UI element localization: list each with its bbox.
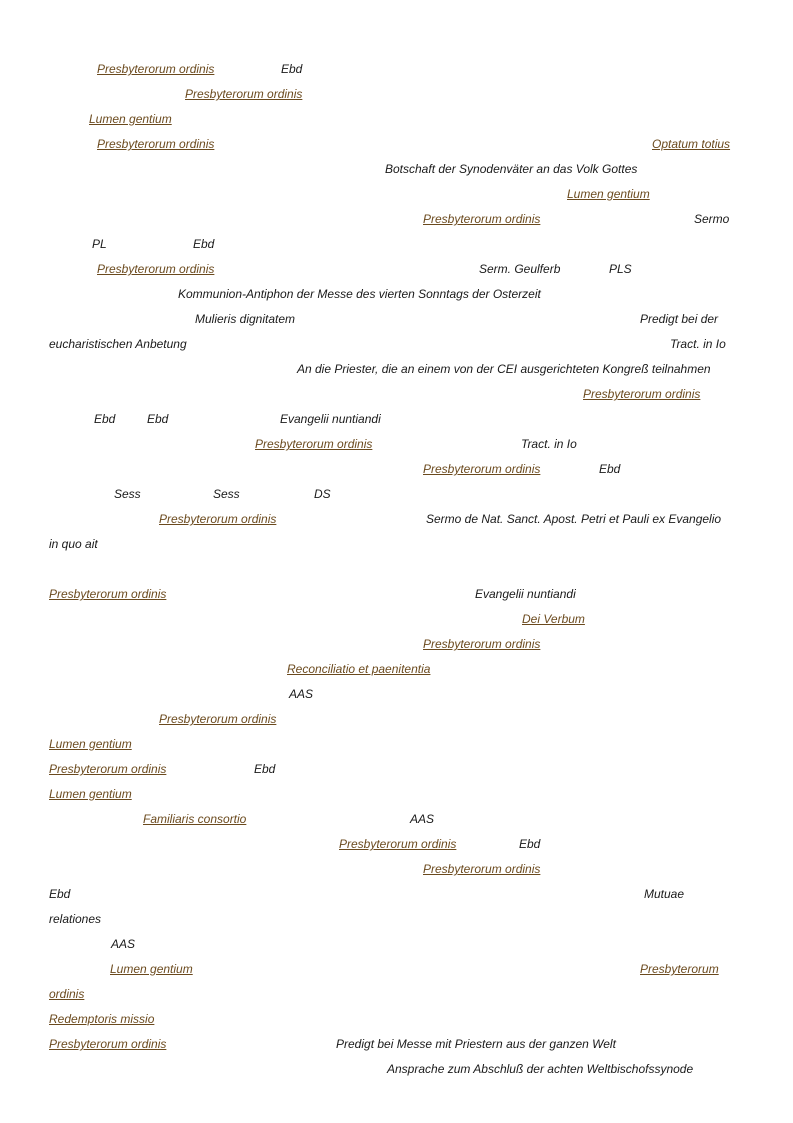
reference-link[interactable]: Optatum totius	[652, 137, 731, 151]
text-line	[0, 911, 793, 927]
reference-link[interactable]: Presbyterorum ordinis	[339, 837, 457, 851]
reference-link[interactable]: Presbyterorum	[640, 962, 719, 976]
reference-link[interactable]: Redemptoris missio	[49, 1012, 155, 1026]
reference-text: Tract. in Io	[521, 437, 577, 451]
text-line	[0, 161, 793, 177]
text-line	[0, 86, 793, 102]
reference-text: relationes	[49, 912, 102, 926]
reference-text: Ebd	[281, 62, 303, 76]
reference-link[interactable]: Presbyterorum ordinis	[97, 137, 215, 151]
reference-link[interactable]: Dei Verbum	[522, 612, 585, 626]
reference-link[interactable]: Presbyterorum ordinis	[159, 512, 277, 526]
reference-text: Ebd	[49, 887, 71, 901]
reference-text: Sermo	[694, 212, 730, 226]
text-line	[0, 586, 793, 602]
text-line	[0, 961, 793, 977]
text-line	[0, 236, 793, 252]
reference-text: Sess	[114, 487, 141, 501]
reference-link[interactable]: Presbyterorum ordinis	[159, 712, 277, 726]
text-line	[0, 861, 793, 877]
reference-text: Mutuae	[644, 887, 685, 901]
text-line	[0, 761, 793, 777]
reference-text: DS	[314, 487, 331, 501]
text-line	[0, 436, 793, 452]
reference-link[interactable]: Lumen gentium	[89, 112, 172, 126]
reference-text: Botschaft der Synodenväter an das Volk Gottes	[385, 162, 638, 176]
reference-text: Predigt bei Messe mit Priestern aus der ganzen Welt	[336, 1037, 616, 1051]
reference-text: Evangelii nuntiandi	[280, 412, 381, 426]
text-line	[0, 511, 793, 527]
reference-text: Ebd	[254, 762, 276, 776]
reference-link[interactable]: Presbyterorum ordinis	[49, 1037, 167, 1051]
reference-link[interactable]: Reconciliatio et paenitentia	[287, 662, 431, 676]
reference-link[interactable]: Lumen gentium	[567, 187, 650, 201]
reference-link[interactable]: Presbyterorum ordinis	[423, 462, 541, 476]
reference-text: eucharistischen Anbetung	[49, 337, 187, 351]
text-line	[0, 61, 793, 77]
text-line	[0, 836, 793, 852]
text-line	[0, 361, 793, 377]
text-line	[0, 261, 793, 277]
reference-text: Ebd	[94, 412, 116, 426]
reference-text: Ebd	[599, 462, 621, 476]
reference-link[interactable]: ordinis	[49, 987, 85, 1001]
reference-text: Ebd	[147, 412, 169, 426]
text-line	[0, 536, 793, 552]
text-line	[0, 936, 793, 952]
text-line	[0, 1011, 793, 1027]
reference-link[interactable]: Presbyterorum ordinis	[583, 387, 701, 401]
reference-text: PL	[92, 237, 107, 251]
text-line	[0, 711, 793, 727]
reference-text: Sermo de Nat. Sanct. Apost. Petri et Pauli ex Evangelio	[426, 512, 722, 526]
reference-link[interactable]: Presbyterorum ordinis	[185, 87, 303, 101]
reference-text: Serm. Geulferb	[479, 262, 561, 276]
text-line	[0, 736, 793, 752]
reference-link[interactable]: Presbyterorum ordinis	[423, 637, 541, 651]
text-line	[0, 786, 793, 802]
text-line	[0, 386, 793, 402]
text-line	[0, 211, 793, 227]
reference-link[interactable]: Familiaris consortio	[143, 812, 247, 826]
reference-link[interactable]: Presbyterorum ordinis	[255, 437, 373, 451]
reference-text: AAS	[289, 687, 314, 701]
reference-text: AAS	[111, 937, 136, 951]
reference-text: AAS	[410, 812, 435, 826]
reference-link[interactable]: Presbyterorum ordinis	[423, 212, 541, 226]
text-line	[0, 336, 793, 352]
text-line	[0, 686, 793, 702]
reference-text: Ebd	[519, 837, 541, 851]
reference-text: Evangelii nuntiandi	[475, 587, 576, 601]
reference-text: Mulieris dignitatem	[195, 312, 296, 326]
reference-text: Ebd	[193, 237, 215, 251]
reference-text: in quo ait	[49, 537, 98, 551]
text-line	[0, 411, 793, 427]
text-line	[0, 886, 793, 902]
reference-text: An die Priester, die an einem von der CEI ausgerichteten Kongreß teilnahmen	[297, 362, 711, 376]
reference-link[interactable]: Lumen gentium	[49, 787, 132, 801]
text-line	[0, 111, 793, 127]
reference-text: Sess	[213, 487, 240, 501]
reference-text: Ansprache zum Abschluß der achten Weltbischofssynode	[387, 1062, 694, 1076]
text-line	[0, 486, 793, 502]
text-line	[0, 636, 793, 652]
reference-text: PLS	[609, 262, 632, 276]
reference-link[interactable]: Presbyterorum ordinis	[49, 762, 167, 776]
text-line	[0, 811, 793, 827]
text-line	[0, 661, 793, 677]
text-line	[0, 461, 793, 477]
reference-link[interactable]: Presbyterorum ordinis	[423, 862, 541, 876]
reference-link[interactable]: Lumen gentium	[110, 962, 193, 976]
reference-link[interactable]: Lumen gentium	[49, 737, 132, 751]
reference-text: Tract. in Io	[670, 337, 726, 351]
reference-link[interactable]: Presbyterorum ordinis	[49, 587, 167, 601]
reference-link[interactable]: Presbyterorum ordinis	[97, 262, 215, 276]
reference-link[interactable]: Presbyterorum ordinis	[97, 62, 215, 76]
text-line	[0, 186, 793, 202]
text-line	[0, 1061, 793, 1077]
text-line	[0, 286, 793, 302]
text-line	[0, 986, 793, 1002]
text-line	[0, 1036, 793, 1052]
text-line	[0, 311, 793, 327]
text-line	[0, 611, 793, 627]
text-line	[0, 136, 793, 152]
reference-text: Kommunion-Antiphon der Messe des vierten Sonntags der Osterzeit	[178, 287, 541, 301]
reference-text: Predigt bei der	[640, 312, 719, 326]
